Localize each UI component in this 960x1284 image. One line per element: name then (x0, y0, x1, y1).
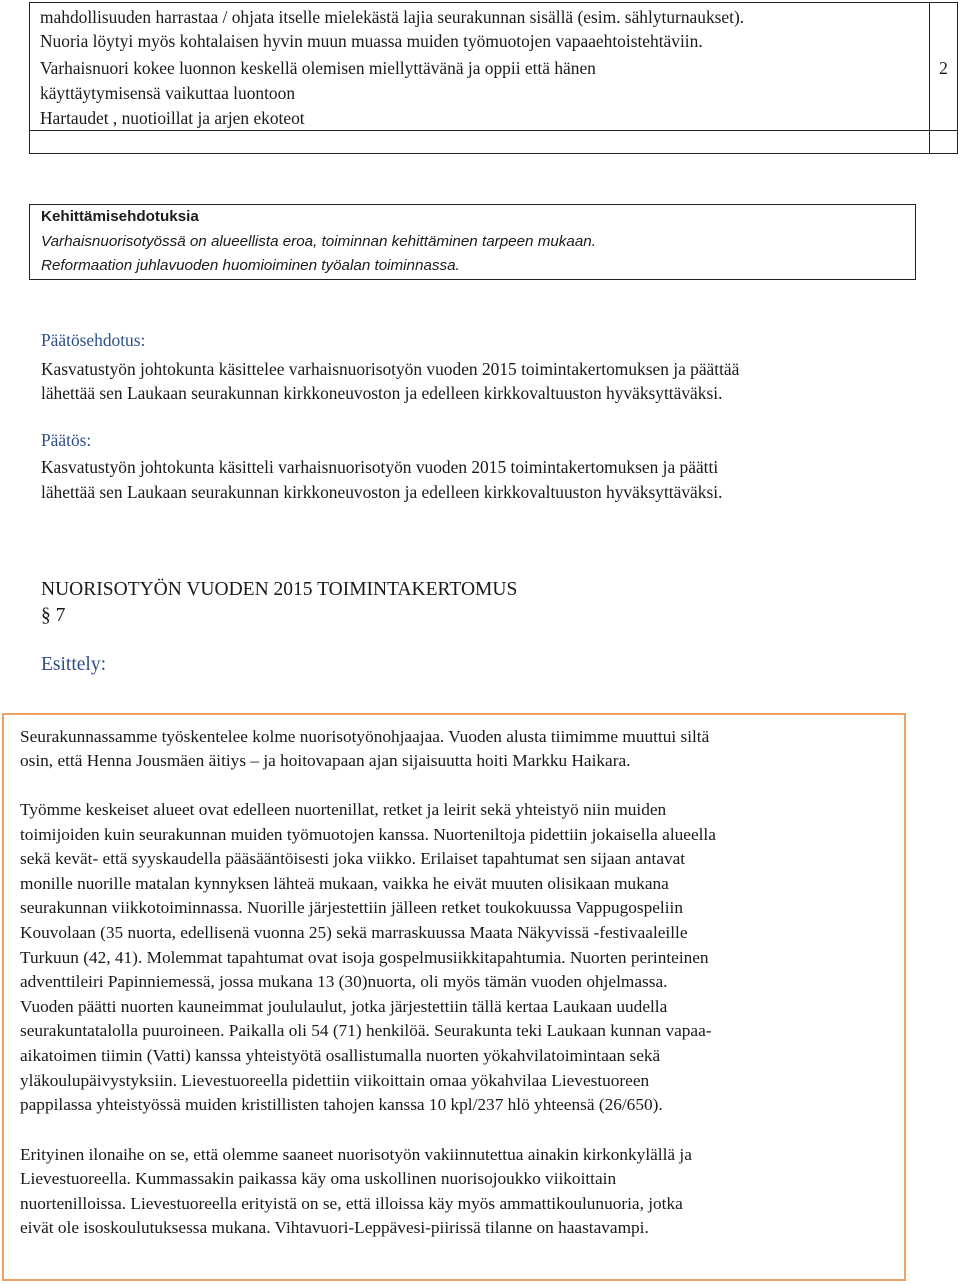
suggestion-line: Varhaisnuorisotyössä on alueellista eroa, toiminnan kehittäminen tarpeen mukaan. (41, 233, 596, 250)
table-text-line: Varhaisnuori kokee luonnon keskellä olemisen miellyttävänä ja oppii että hänen (40, 58, 596, 78)
report-line: monille nuorille matalan kynnyksen lähteä mukaan, vaikka he eivät muuten olisikaan mukana (20, 874, 669, 893)
proposal-line: lähettää sen Laukaan seurakunnan kirkkoneuvoston ja edelleen kirkkovaltuuston hyväksyttäväksi. (41, 383, 723, 403)
report-line: yläkoulupäivystyksiin. Lievestuoreella pidettiin viikoittain omaa yökahvilaa Lievestuoreen (20, 1071, 650, 1090)
report-line: Lievestuoreella. Kummassakin paikassa käy oma uskollinen nuorisojoukko viikoittain (20, 1169, 617, 1188)
report-line: Turkuun (42, 41). Molemmat tapahtumat ovat isoja gospelmusiikkitapahtumia. Nuorten perinteinen (20, 948, 709, 967)
proposal-heading: Päätösehdotus: (41, 330, 146, 350)
suggestions-box (29, 204, 916, 280)
report-line: Vuoden päätti nuorten kauneimmat joululaulut, jotka järjestettiin tällä kertaa Laukaan uudella (20, 997, 668, 1016)
report-line: aikatoimen tiimin (Vatti) kanssa yhteistyötä osallistumalla nuorten yökahvilatoimintaan sekä (20, 1046, 661, 1065)
table-row-divider (29, 130, 930, 131)
report-line: Erityinen ilonaihe on se, että olemme saaneet nuorisotyön vakiinnutettua ainakin kirkonkylällä ja (20, 1145, 692, 1164)
decision-line: lähettää sen Laukaan seurakunnan kirkkoneuvoston ja edelleen kirkkovaltuuston hyväksyttäväksi. (41, 482, 723, 502)
table-text-line: käyttäytymisensä vaikuttaa luontoon (40, 83, 296, 103)
report-line: osin, että Henna Jousmäen äitiys – ja hoitovapaan ajan sijaisuutta hoiti Markku Haikara. (20, 751, 631, 770)
table-text-line: Hartaudet , nuotioillat ja arjen ekoteot (40, 108, 305, 128)
decision-line: Kasvatustyön johtokunta käsitteli varhaisnuorisotyön vuoden 2015 toimintakertomuksen ja päätti (41, 457, 719, 477)
decision-heading: Päätös: (41, 430, 92, 450)
report-line: pappilassa yhteistyössä muiden kristillisten tahojen kanssa 10 kpl/237 hlö yhteensä (26/650). (20, 1095, 663, 1114)
report-line: Kouvolaan (35 nuorta, edellisenä vuonna 25) sekä marraskuussa Maata Näkyvissä -festivaaleille (20, 923, 688, 942)
report-line: adventtileiri Papinniemessä, jossa mukana 13 (30)nuorta, oli myös tämän vuoden ohjelmassa. (20, 972, 668, 991)
suggestions-heading: Kehittämisehdotuksia (41, 208, 199, 225)
suggestion-line: Reformaation juhlavuoden huomioiminen työalan toiminnassa. (41, 257, 460, 274)
report-box (2, 713, 906, 1281)
section-number: § 7 (41, 605, 66, 626)
report-line: Seurakunnassamme työskentelee kolme nuorisotyönohjaajaa. Vuoden alusta tiimimme muuttui siltä (20, 727, 710, 746)
report-line: seurakunnan viikkotoiminnassa. Nuorille järjestettiin jälleen retket toukokuussa Vappugospeliin (20, 898, 683, 917)
table-text-line: Nuoria löytyi myös kohtalaisen hyvin muun muassa muiden työmuotojen vapaaehtoistehtäviin. (40, 31, 703, 51)
intro-heading: Esittely: (41, 654, 106, 675)
section-title: NUORISOTYÖN VUODEN 2015 TOIMINTAKERTOMUS (41, 579, 518, 600)
report-line: toimijoiden kuin seurakunnan muiden työmuotojen kanssa. Nuorteniltoja pidettiin jokaisella alueella (20, 825, 716, 844)
top-table (29, 2, 958, 154)
report-line: sekä kevät- että syyskaudella pääsääntöisesti joka viikko. Erilaiset tapahtumat sen sijaan antavat (20, 849, 686, 868)
table-row-number: 2 (939, 58, 948, 78)
report-line: eivät ole isoskoulutuksessa mukana. Vihtavuori-Leppävesi-piirissä tilanne on haastavampi. (20, 1218, 649, 1237)
report-line: Työmme keskeiset alueet ovat edelleen nuortenillat, retket ja leirit sekä yhteistyö niin muiden (20, 800, 667, 819)
table-number-divider (929, 130, 958, 131)
table-text-line: mahdollisuuden harrastaa / ohjata itselle mielekästä lajia seurakunnan sisällä (esim. sählyturnaukset). (40, 7, 745, 27)
proposal-line: Kasvatustyön johtokunta käsittelee varhaisnuorisotyön vuoden 2015 toimintakertomuksen ja päättää (41, 359, 740, 379)
report-line: nuortenilloissa. Lievestuoreella erityistä on se, että illoissa käy myös ammattikoulunuoria, jotka (20, 1194, 683, 1213)
report-line: seurakuntatalolla puuroineen. Paikalla oli 54 (71) henkilöä. Seurakunta teki Laukaan kunnan vapaa- (20, 1021, 712, 1040)
